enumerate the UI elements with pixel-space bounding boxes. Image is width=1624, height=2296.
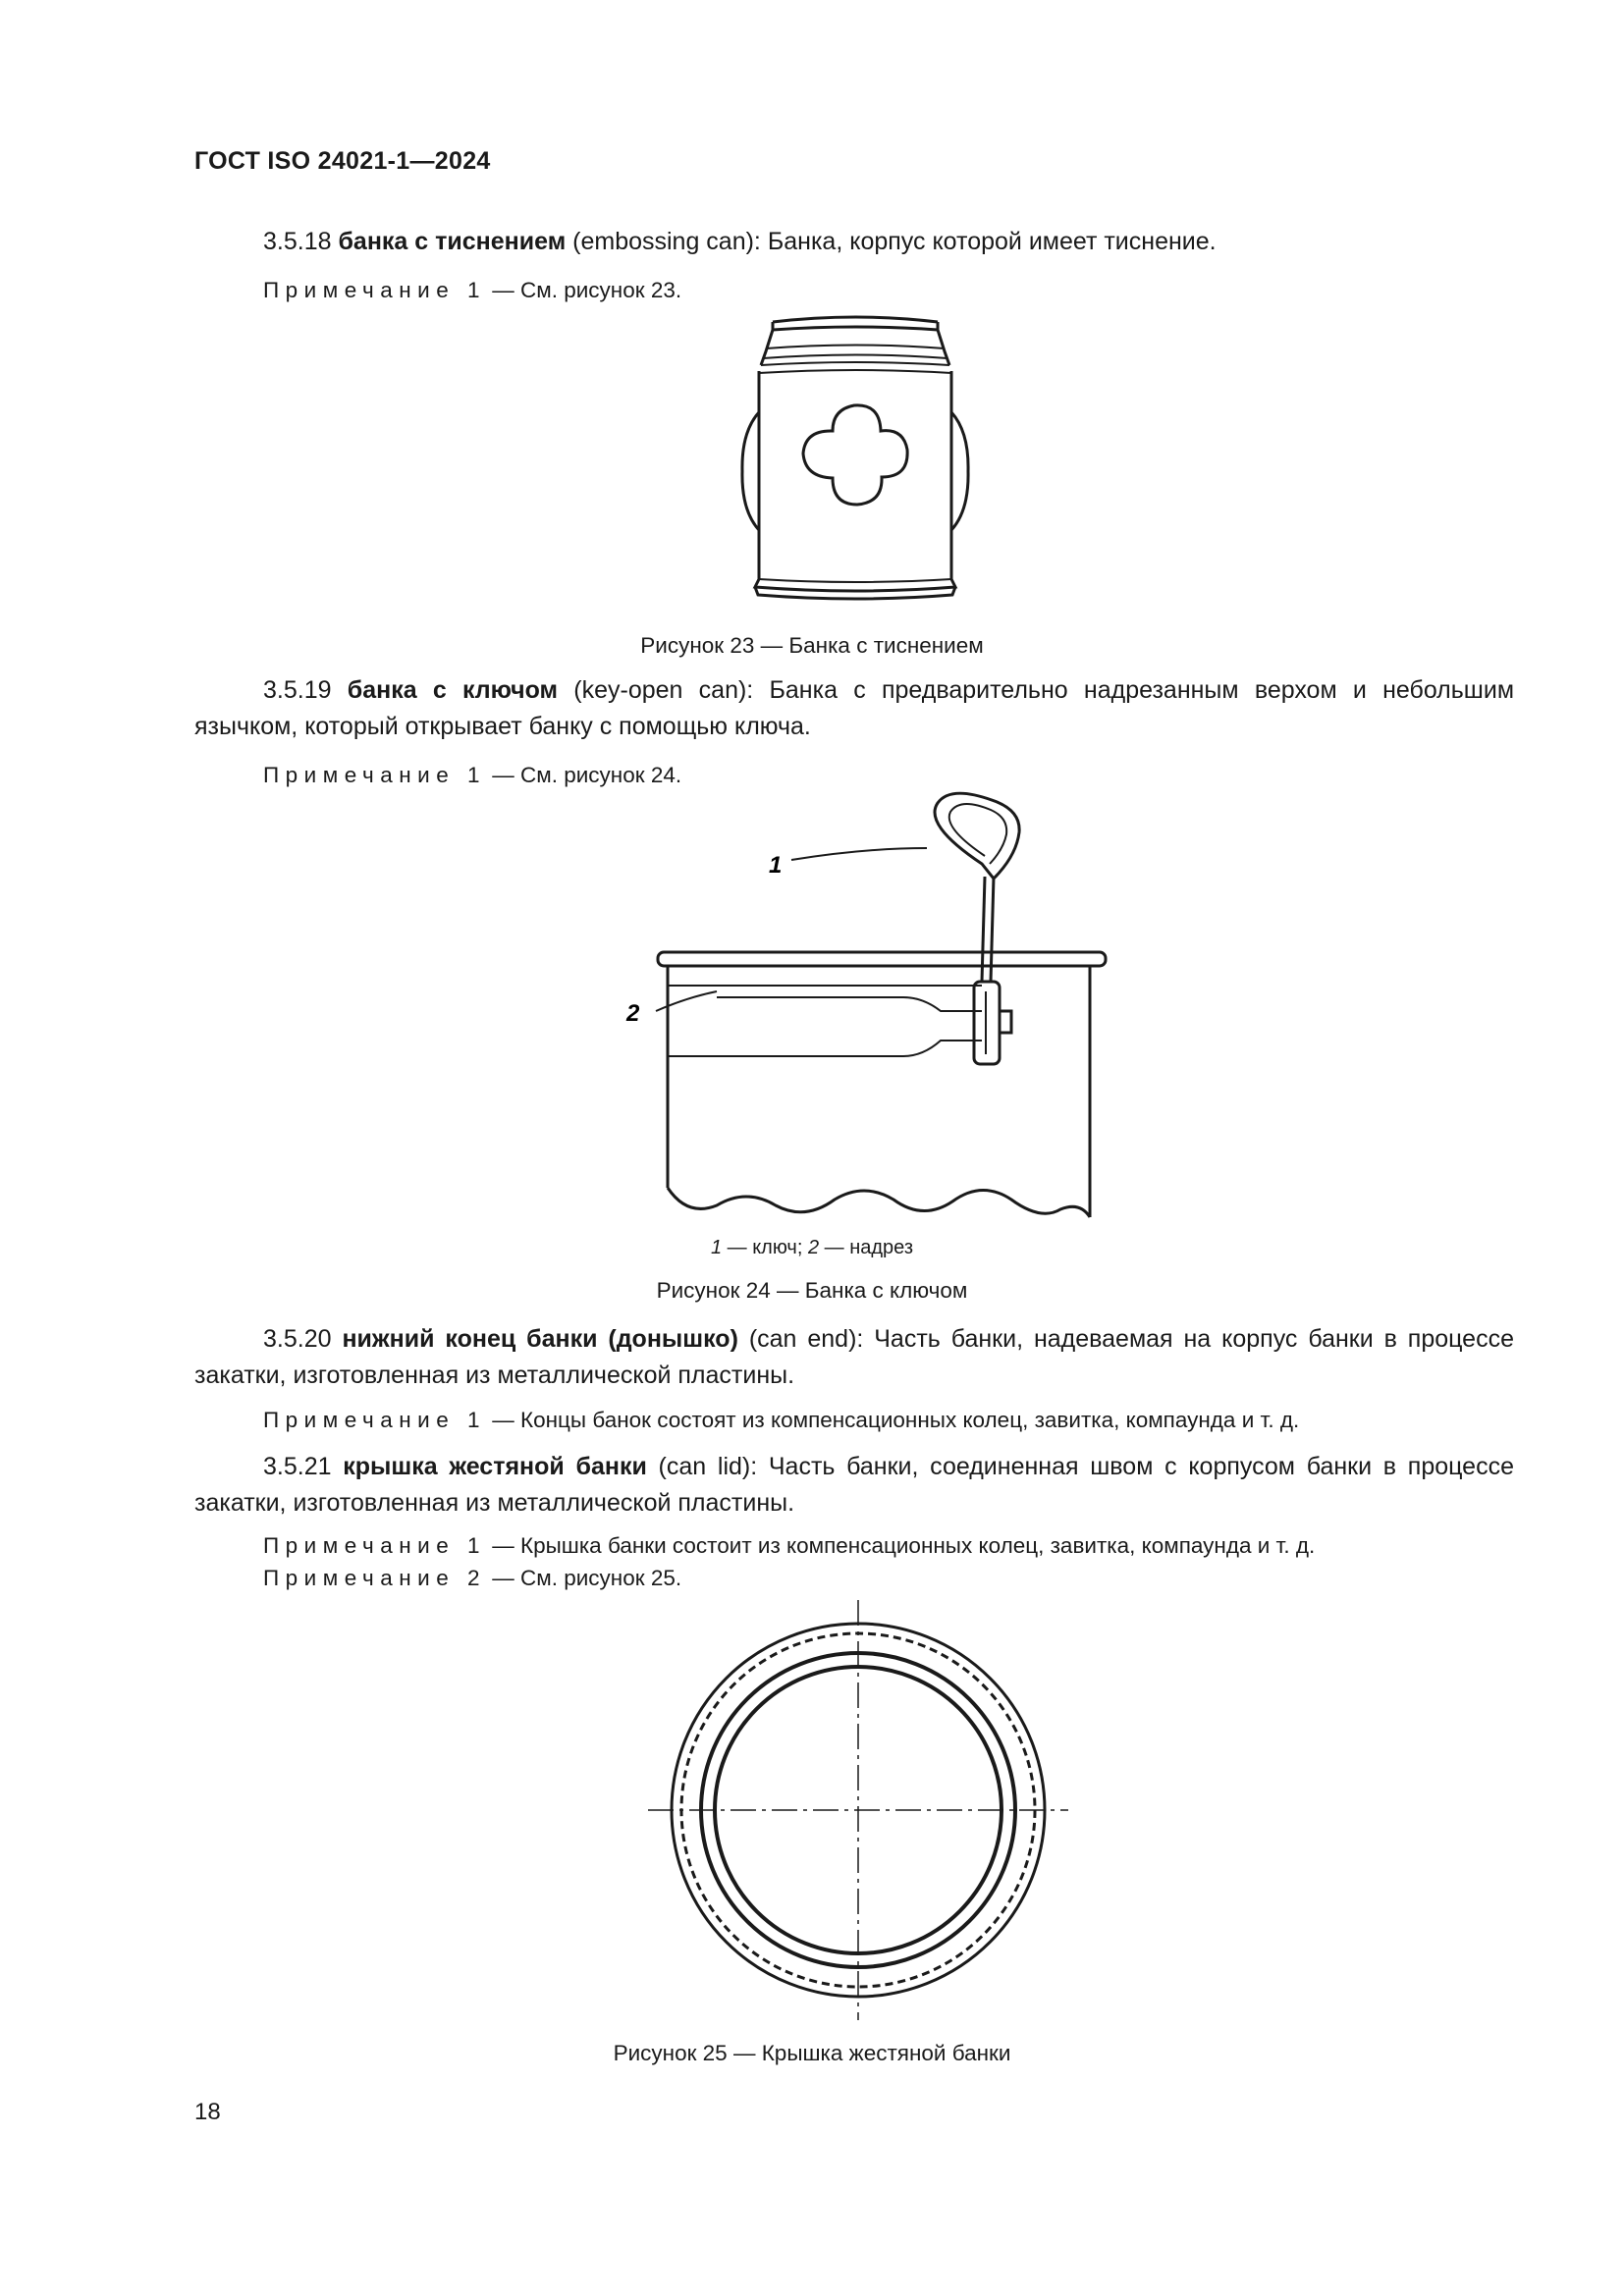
note-3-5-20-1 xyxy=(263,1404,1299,1436)
note-text: — См. рисунок 23. xyxy=(486,278,682,302)
note-label: Примечание 1 xyxy=(263,763,486,787)
note-label: Примечание 1 xyxy=(263,1408,486,1432)
note-3-5-19-1 xyxy=(263,759,681,791)
note-3-5-21-1 xyxy=(263,1529,1315,1562)
term-3-5-19 xyxy=(194,672,1514,745)
term-name: банка с тиснением xyxy=(338,228,567,255)
callout-1: 1 xyxy=(769,852,783,879)
term-name: банка с ключом xyxy=(347,676,559,704)
term-definition: (embossing can): Банка, корпус которой имеет тиснение. xyxy=(566,228,1217,255)
term-number: 3.5.18 xyxy=(263,228,332,255)
term-number: 3.5.21 xyxy=(263,1453,332,1480)
figure-24-caption: Рисунок 24 — Банка с ключом xyxy=(656,1278,968,1303)
figure-23-embossing-can xyxy=(731,312,977,607)
term-definition: (key-open can): Банка с предварительно надрезанным верхом и небольшим язычком, который открывает банку с помощью ключа. xyxy=(194,676,1515,740)
figure-25-can-lid xyxy=(628,1590,1080,2032)
note-text: — См. рисунок 25. xyxy=(486,1566,682,1590)
note-label: Примечание 1 xyxy=(263,1533,486,1558)
figure-23-caption: Рисунок 23 — Банка с тиснением xyxy=(640,633,984,658)
note-text: — Концы банок состоят из компенсационных колец, завитка, компаунда и т. д. xyxy=(486,1408,1300,1432)
term-3-5-18 xyxy=(194,224,1514,260)
legend-num-2: 2 xyxy=(807,1237,820,1258)
term-name: нижний конец банки (донышко) xyxy=(342,1325,738,1353)
note-3-5-21-2 xyxy=(263,1562,681,1594)
figure-24-legend xyxy=(0,1237,1624,1259)
note-label: Примечание 1 xyxy=(263,278,486,302)
note-3-5-18-1 xyxy=(263,274,681,306)
term-3-5-20 xyxy=(194,1321,1514,1394)
note-text: — См. рисунок 24. xyxy=(486,763,682,787)
figure-25-caption: Рисунок 25 — Крышка жестяной банки xyxy=(613,2041,1011,2065)
page-number: 18 xyxy=(194,2099,221,2125)
term-name: крышка жестяной банки xyxy=(343,1453,647,1480)
callout-2: 2 xyxy=(626,1000,640,1027)
note-text: — Крышка банки состоит из компенсационных колец, завитка, компаунда и т. д. xyxy=(486,1533,1316,1558)
legend-text-1: — ключ; xyxy=(722,1237,808,1258)
term-definition: (can lid): Часть банки, соединенная швом с корпусом банки в процессе закатки, изготовленная из металлической пластины. xyxy=(194,1453,1514,1517)
legend-text-2: — надрез xyxy=(819,1237,914,1258)
document-header: ГОСТ ISO 24021-1—2024 xyxy=(194,147,491,175)
legend-num-1: 1 xyxy=(710,1237,723,1258)
term-number: 3.5.20 xyxy=(263,1325,332,1353)
note-label: Примечание 2 xyxy=(263,1566,486,1590)
term-3-5-21 xyxy=(194,1449,1514,1522)
term-definition: (can end): Часть банки, надеваемая на корпус банки в процессе закатки, изготовленная из металлической пластины. xyxy=(194,1325,1514,1389)
figure-24-key-open-can xyxy=(609,790,1110,1222)
term-number: 3.5.19 xyxy=(263,676,332,704)
